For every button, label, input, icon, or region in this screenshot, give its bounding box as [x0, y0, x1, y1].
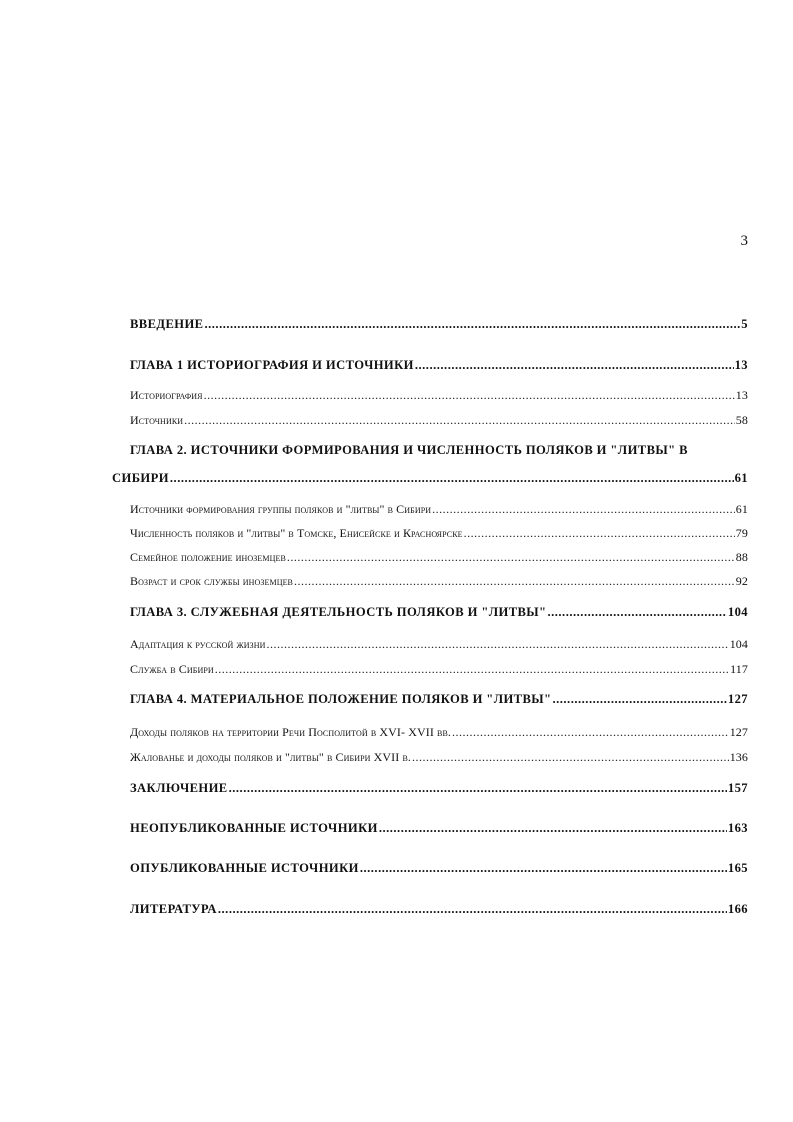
toc-entry-intro — [130, 317, 748, 332]
toc-leader — [170, 471, 734, 486]
toc-entry-page: 13 — [735, 388, 748, 402]
toc-leader — [229, 781, 727, 796]
toc-entry-page: 127 — [727, 692, 748, 706]
toc-leader — [204, 388, 735, 403]
toc-entry-page: 58 — [735, 413, 748, 427]
toc-entry-page: 136 — [729, 750, 748, 764]
toc-entry-page: 163 — [727, 821, 748, 835]
toc-entry-title: ЗАКЛЮЧЕНИЕ — [130, 781, 228, 795]
toc-entry-chapter-3 — [130, 605, 748, 620]
toc-leader — [184, 413, 735, 428]
toc-entry-title: ОПУБЛИКОВАННЫЕ ИСТОЧНИКИ — [130, 861, 359, 875]
toc-entry-page: 79 — [735, 526, 748, 540]
toc-entry-page: 127 — [729, 725, 748, 739]
toc-leader — [552, 692, 726, 707]
toc-leader — [294, 574, 735, 589]
toc-entry-chapter-1 — [130, 358, 748, 373]
toc-entry-income-commonwealth — [130, 725, 748, 740]
toc-entry-literature — [130, 902, 748, 917]
toc-entry-historiography — [130, 388, 748, 403]
toc-leader — [412, 750, 729, 765]
toc-entry-title: ВВЕДЕНИЕ — [130, 317, 204, 331]
toc-entry-page: 61 — [735, 502, 748, 516]
toc-leader — [379, 821, 727, 836]
toc-entry-page: 165 — [727, 861, 748, 875]
toc-entry-salary-siberia — [130, 750, 748, 765]
toc-entry-title: ГЛАВА 1 ИСТОРИОГРАФИЯ И ИСТОЧНИКИ — [130, 358, 414, 372]
toc-leader — [204, 317, 740, 332]
toc-entry-page: 92 — [735, 574, 748, 588]
toc-entry-page: 5 — [741, 317, 748, 331]
toc-entry-population — [130, 526, 748, 541]
toc-leader — [287, 550, 735, 565]
toc-entry-chapter-4 — [130, 692, 748, 707]
toc-entry-chapter-2 — [112, 471, 748, 486]
toc-entry-title: Возраст и срок службы иноземцев — [130, 574, 293, 588]
toc-leader — [218, 902, 727, 917]
toc-entry-page: 104 — [729, 637, 748, 651]
toc-entry-title: ЛИТЕРАТУРА — [130, 902, 217, 916]
toc-leader — [547, 605, 726, 620]
toc-entry-title: Доходы поляков на территории Речи Посполитой в XVI- XVII вв. — [130, 725, 452, 739]
toc-entry-family-status — [130, 550, 748, 565]
page-number: 3 — [740, 233, 748, 249]
toc-entry-title: Численность поляков и "литвы" в Томске, Енисейске и Красноярске — [130, 526, 463, 540]
toc-entry-page: 104 — [727, 605, 748, 619]
toc-entry-title: Источники — [130, 413, 184, 427]
toc-entry-sources — [130, 413, 748, 428]
toc-leader — [415, 358, 734, 373]
toc-entry-age-service — [130, 574, 748, 589]
toc-entry-conclusion — [130, 781, 748, 796]
toc-entry-title: СИБИРИ — [112, 471, 169, 485]
toc-entry-page: 157 — [727, 781, 748, 795]
toc-entry-page: 166 — [727, 902, 748, 916]
toc-leader — [266, 637, 728, 652]
toc-leader — [215, 662, 729, 677]
toc-entry-title: Жалованье и доходы поляков и "литвы" в Сибири XVII в. — [130, 750, 411, 764]
toc-entry-page: 117 — [730, 662, 748, 676]
toc-entry-title: ГЛАВА 3. СЛУЖЕБНАЯ ДЕЯТЕЛЬНОСТЬ ПОЛЯКОВ И "ЛИТВЫ" — [130, 605, 547, 619]
toc-leader — [360, 861, 727, 876]
toc-leader — [452, 725, 729, 740]
toc-entry-adaptation — [130, 637, 748, 652]
toc-leader — [464, 526, 735, 541]
toc-entry-formation-sources — [130, 502, 748, 517]
toc-entry-page: 88 — [735, 550, 748, 564]
toc-entry-page: 13 — [734, 358, 748, 372]
toc-entry-unpublished-sources — [130, 821, 748, 836]
toc-entry-title: Адаптация к русской жизни — [130, 637, 266, 651]
toc-entry-title: Служба в Сибири — [130, 662, 214, 676]
toc-entry-title: Источники формирования группы поляков и "литвы" в Сибири — [130, 502, 432, 516]
toc-entry-page: 61 — [734, 471, 748, 485]
toc-entry-title: Семейное положение иноземцев — [130, 550, 286, 564]
toc-entry-published-sources — [130, 861, 748, 876]
toc-entry-chapter-2-line-1: ГЛАВА 2. ИСТОЧНИКИ ФОРМИРОВАНИЯ И ЧИСЛЕННОСТЬ ПОЛЯКОВ И "ЛИТВЫ" В — [130, 443, 688, 457]
toc-entry-title: ГЛАВА 4. МАТЕРИАЛЬНОЕ ПОЛОЖЕНИЕ ПОЛЯКОВ И "ЛИТВЫ" — [130, 692, 552, 706]
toc-entry-title: Историография — [130, 388, 203, 402]
toc-leader — [432, 502, 735, 517]
toc-entry-title: НЕОПУБЛИКОВАННЫЕ ИСТОЧНИКИ — [130, 821, 378, 835]
toc-entry-service-siberia — [130, 662, 748, 677]
